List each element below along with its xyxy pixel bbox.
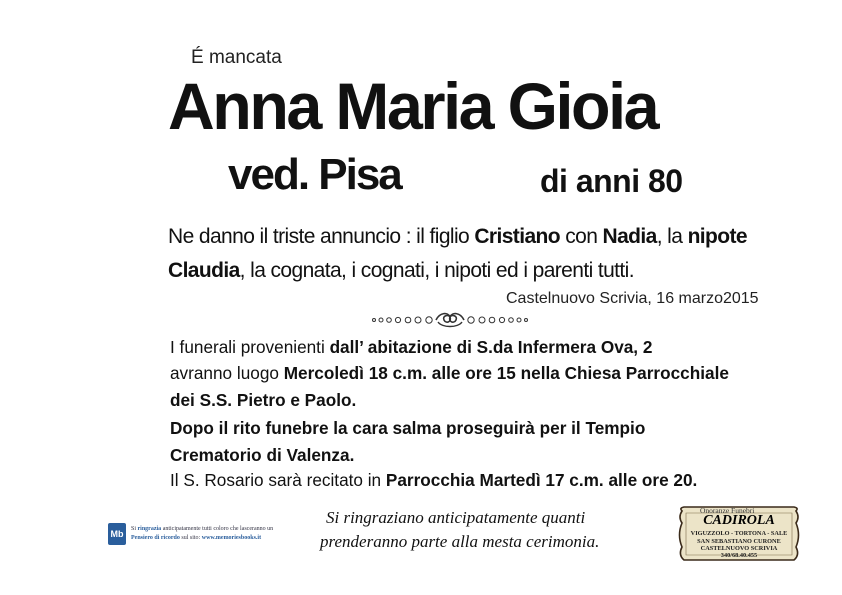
funeral-line-6: Il S. Rosario sarà recitato in Parrocchia Martedì 17 c.m. alle ore 20. [170, 470, 698, 490]
funeral-home-line-2: SAN SEBASTIANO CURONE [697, 538, 781, 545]
age: di anni 80 [540, 163, 683, 199]
funeral-line-2: avranno luogo Mercoledì 18 c.m. alle ore 15 nella Chiesa Parrocchiale [170, 363, 729, 383]
ornament-divider [370, 306, 530, 328]
memories-text-2: Pensiero di ricordo sul sito: www.memoriesbooks.it [131, 535, 262, 541]
funeral-home-name: CADIROLA [703, 513, 775, 528]
widow-of: ved. Pisa [228, 150, 401, 199]
funeral-home-line-1: VIGUZZOLO - TORTONA - SALE [690, 530, 788, 537]
thanks-line-1: Si ringraziano anticipatamente quanti [326, 508, 586, 527]
pre-title: É mancata [191, 47, 282, 68]
funeral-home-line-3: CASTELNUOVO SCRIVIA [700, 545, 778, 552]
funeral-home-subtitle: Onoranze Funebri [700, 506, 755, 515]
funeral-line-1: I funerali provenienti dall’ abitazione di S.da Infermera Ova, 2 [170, 337, 653, 357]
deceased-name: Anna Maria Gioia [168, 69, 658, 143]
place-date: Castelnuovo Scrivia, 16 marzo2015 [506, 290, 759, 307]
funeral-line-4: Dopo il rito funebre la cara salma proseguirà per il Tempio [170, 418, 646, 438]
announcement-line-2: Claudia, la cognata, i cognati, i nipoti ed i parenti tutti. [168, 259, 634, 282]
announcement-line-1: Ne danno il triste annuncio : il figlio Cristiano con Nadia, la nipote [168, 225, 747, 248]
funeral-line-3: dei S.S. Pietro e Paolo. [170, 390, 357, 410]
thanks-line-2: prenderanno parte alla mesta cerimonia. [320, 532, 600, 551]
memories-book-icon: Mb [108, 523, 126, 545]
funeral-home-line-4: 340/68.40.455 [720, 552, 758, 559]
funeral-line-5: Crematorio di Valenza. [170, 445, 355, 465]
memories-text-1: Si ringrazia anticipatamente tutti coloro che lasceranno un [131, 526, 274, 532]
